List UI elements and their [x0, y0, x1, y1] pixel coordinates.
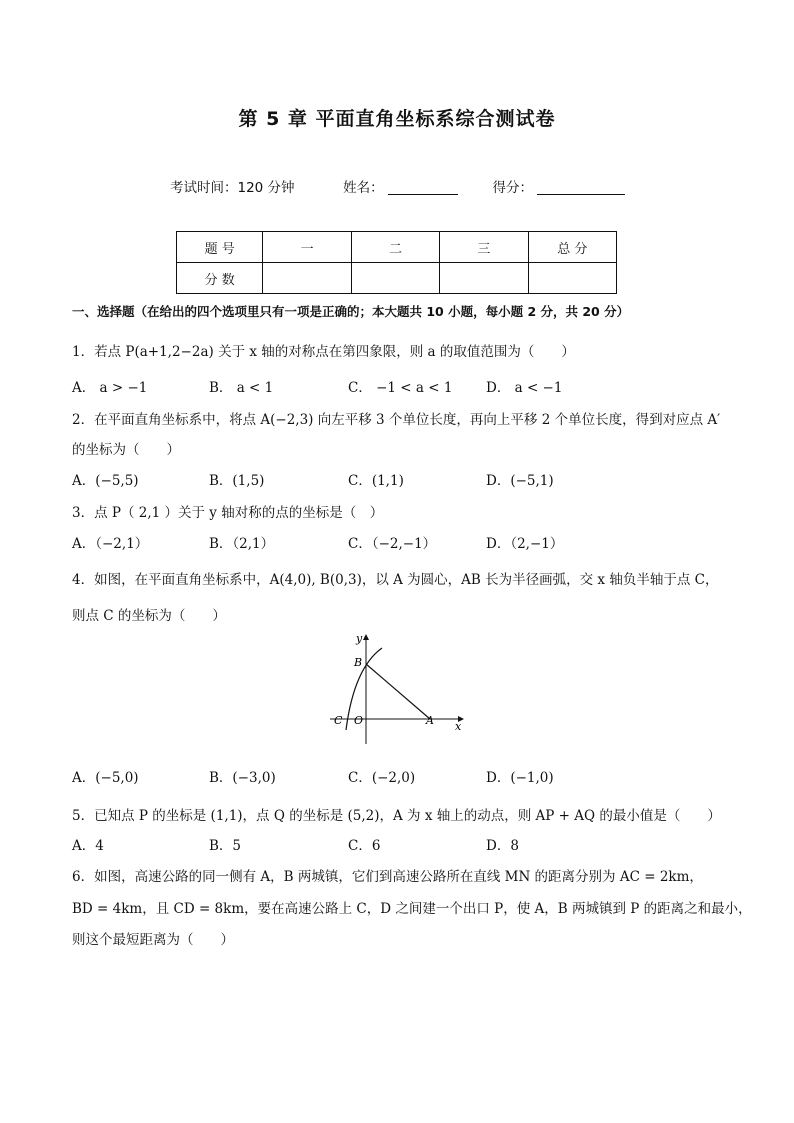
- q5-option-d: D．8: [486, 838, 519, 854]
- label-c: C: [334, 714, 343, 727]
- q5-option-b: B．5: [209, 838, 242, 854]
- header-cell: 总 分: [528, 232, 616, 263]
- label-o: O: [354, 714, 364, 727]
- header-cell: 三: [440, 232, 528, 263]
- y-axis-arrow: [363, 634, 369, 640]
- score-table-score-row: [177, 263, 617, 294]
- q1-option-c: C． −1 < a < 1: [348, 380, 453, 396]
- segment-ab: [366, 664, 430, 719]
- q4-option-b: B．(−3,0): [209, 770, 276, 786]
- q4-option-c: C．(−2,0): [348, 770, 416, 786]
- score-row-label: 分 数: [177, 263, 263, 294]
- q2-option-c: C．(1,1): [348, 473, 404, 489]
- question-4-stem: 4．如图，在平面直角坐标系中，A(4,0), B(0,3)，以 A 为圆心，AB 长为半径画弧，交 x 轴负半轴于点 C，: [72, 572, 719, 588]
- q2-option-a: A．(−5,5): [72, 473, 139, 489]
- section-heading: 一、选择题（在给出的四个选项里只有一项是正确的；本大题共 10 小题，每小题 2 分，共 20 分）: [72, 304, 630, 319]
- score-cell[interactable]: [440, 263, 528, 294]
- q3-option-a: A．（−2,1）: [72, 536, 149, 552]
- q1-option-b: B． a < 1: [209, 380, 274, 396]
- header-cell: 一: [263, 232, 351, 263]
- arc-bc: [346, 648, 382, 730]
- label-b: B: [354, 656, 363, 669]
- q1-option-d: D． a < −1: [486, 380, 563, 396]
- q2-option-d: D．(−5,1): [486, 473, 554, 489]
- score-table-header-row: [177, 232, 617, 263]
- q5-option-a: A．4: [72, 838, 104, 854]
- header-cell: 二: [351, 232, 439, 263]
- q3-option-b: B．（2,1）: [209, 536, 275, 552]
- name-blank[interactable]: [388, 180, 458, 195]
- q3-option-d: D．（2,−1）: [486, 536, 564, 552]
- q4-option-d: D．(−1,0): [486, 770, 554, 786]
- score-label: 得分：: [492, 180, 534, 196]
- header-cell: 题 号: [177, 232, 263, 263]
- score-cell[interactable]: [263, 263, 351, 294]
- question-2-stem: 2．在平面直角坐标系中，将点 A(−2,3) 向左平移 3 个单位长度，再向上平移 2 个单位长度，得到对应点 A′: [72, 412, 721, 428]
- score-table: [176, 231, 617, 294]
- score-cell[interactable]: [528, 263, 616, 294]
- name-label: 姓名：: [343, 180, 384, 196]
- question-6-stem-cont: BD = 4km，且 CD = 8km，要在高速公路上 C，D 之间建一个出口 P，使 A，B 两城镇到 P 的距离之和最小，: [72, 901, 752, 917]
- label-x: x: [455, 720, 462, 733]
- q5-option-c: C．6: [348, 838, 381, 854]
- label-y: y: [356, 632, 363, 645]
- question-6-stem-cont2: 则这个最短距离为（ ）: [72, 932, 234, 948]
- question-3-stem: 3．点 P（ 2,1 ）关于 y 轴对称的点的坐标是（ ）: [72, 505, 384, 521]
- q2-option-b: B．(1,5): [209, 473, 265, 489]
- question-1-stem: 1．若点 P(a+1,2−2a) 关于 x 轴的对称点在第四象限，则 a 的取值范围为（ ）: [72, 344, 575, 360]
- question-4-stem-cont: 则点 C 的坐标为（ ）: [72, 608, 226, 624]
- coordinate-figure: [326, 630, 466, 745]
- question-6-stem: 6．如图，高速公路的同一侧有 A，B 两城镇，它们到高速公路所在直线 MN 的距离分别为 AC = 2km，: [72, 869, 703, 885]
- q1-option-a: A． a > −1: [72, 380, 148, 396]
- score-cell[interactable]: [351, 263, 439, 294]
- page-title: 第 5 章 平面直角坐标系综合测试卷: [238, 108, 556, 130]
- q4-option-a: A．(−5,0): [72, 770, 139, 786]
- exam-info-line: [170, 176, 625, 196]
- question-5-stem: 5．已知点 P 的坐标是 (1,1)，点 Q 的坐标是 (5,2)，A 为 x 轴上的动点，则 AP + AQ 的最小值是（ ）: [72, 808, 721, 824]
- q3-option-c: C．（−2,−1）: [348, 536, 437, 552]
- score-blank[interactable]: [537, 180, 625, 195]
- label-a: A: [426, 714, 434, 727]
- question-2-stem-cont: 的坐标为（ ）: [72, 442, 180, 458]
- exam-time: 考试时间：120 分钟: [170, 180, 295, 196]
